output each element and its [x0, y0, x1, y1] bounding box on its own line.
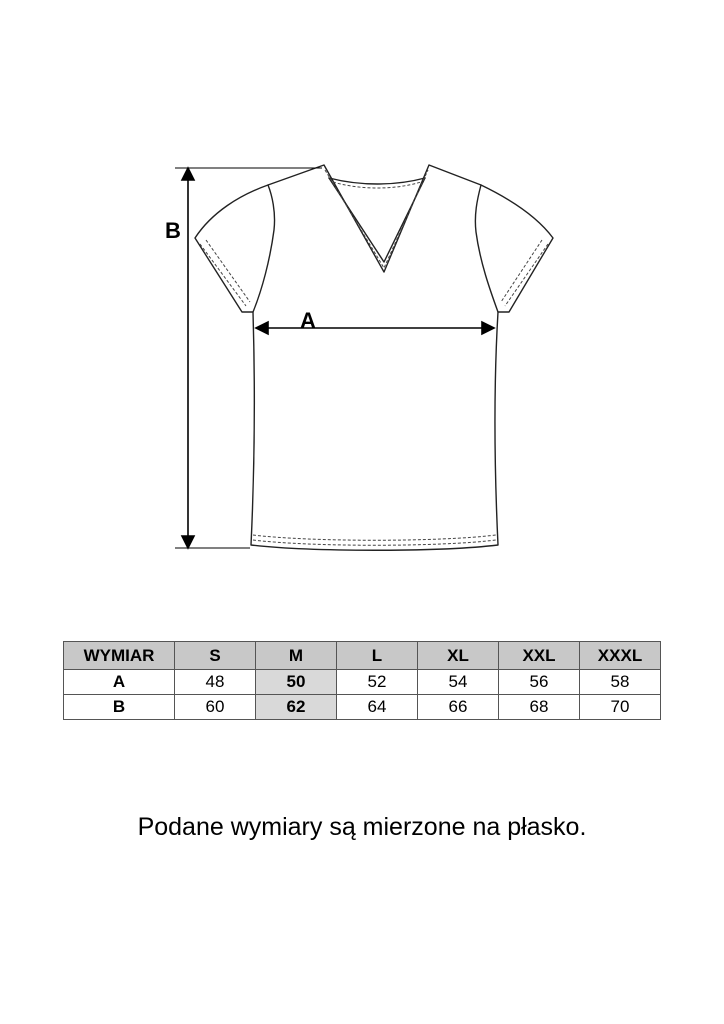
table-row	[64, 695, 661, 720]
header-size-s: S	[175, 642, 256, 670]
left-sleeve-outline	[195, 185, 268, 312]
right-sleeve-hem-stitch	[501, 240, 548, 306]
header-wymiar: WYMIAR	[64, 642, 175, 670]
size-table	[63, 641, 661, 720]
table-cell: 54	[418, 670, 499, 695]
table-cell: 66	[418, 695, 499, 720]
header-size-xl: XL	[418, 642, 499, 670]
dimension-b-arrowhead-top	[182, 168, 194, 180]
table-cell: 48	[175, 670, 256, 695]
table-cell: 58	[580, 670, 661, 695]
table-row	[64, 670, 661, 695]
table-cell: 70	[580, 695, 661, 720]
dimension-a-arrowhead-left	[256, 322, 268, 334]
table-cell: 52	[337, 670, 418, 695]
dimension-a-label: A	[300, 308, 316, 333]
dimension-b-arrowhead-bottom	[182, 536, 194, 548]
header-size-l: L	[337, 642, 418, 670]
tshirt-body-outline	[251, 165, 498, 550]
table-cell-highlighted: 50	[256, 670, 337, 695]
table-cell: 64	[337, 695, 418, 720]
row-label-a: A	[64, 670, 175, 695]
table-cell: 68	[499, 695, 580, 720]
table-cell: 56	[499, 670, 580, 695]
header-size-m: M	[256, 642, 337, 670]
header-size-xxl: XXL	[499, 642, 580, 670]
left-sleeve-hem-stitch	[200, 240, 250, 306]
table-cell-highlighted: 62	[256, 695, 337, 720]
measurement-note: Podane wymiary są mierzone na płasko.	[137, 813, 587, 841]
row-label-b: B	[64, 695, 175, 720]
collar-stitch	[325, 170, 428, 268]
bottom-hem-stitch	[253, 535, 496, 545]
dimension-a-arrowhead-right	[482, 322, 494, 334]
table-cell: 60	[175, 695, 256, 720]
table-header-row	[64, 642, 661, 670]
collar-inner-outline	[329, 178, 425, 262]
dimension-b-label: B	[165, 218, 181, 243]
header-size-xxxl: XXXL	[580, 642, 661, 670]
